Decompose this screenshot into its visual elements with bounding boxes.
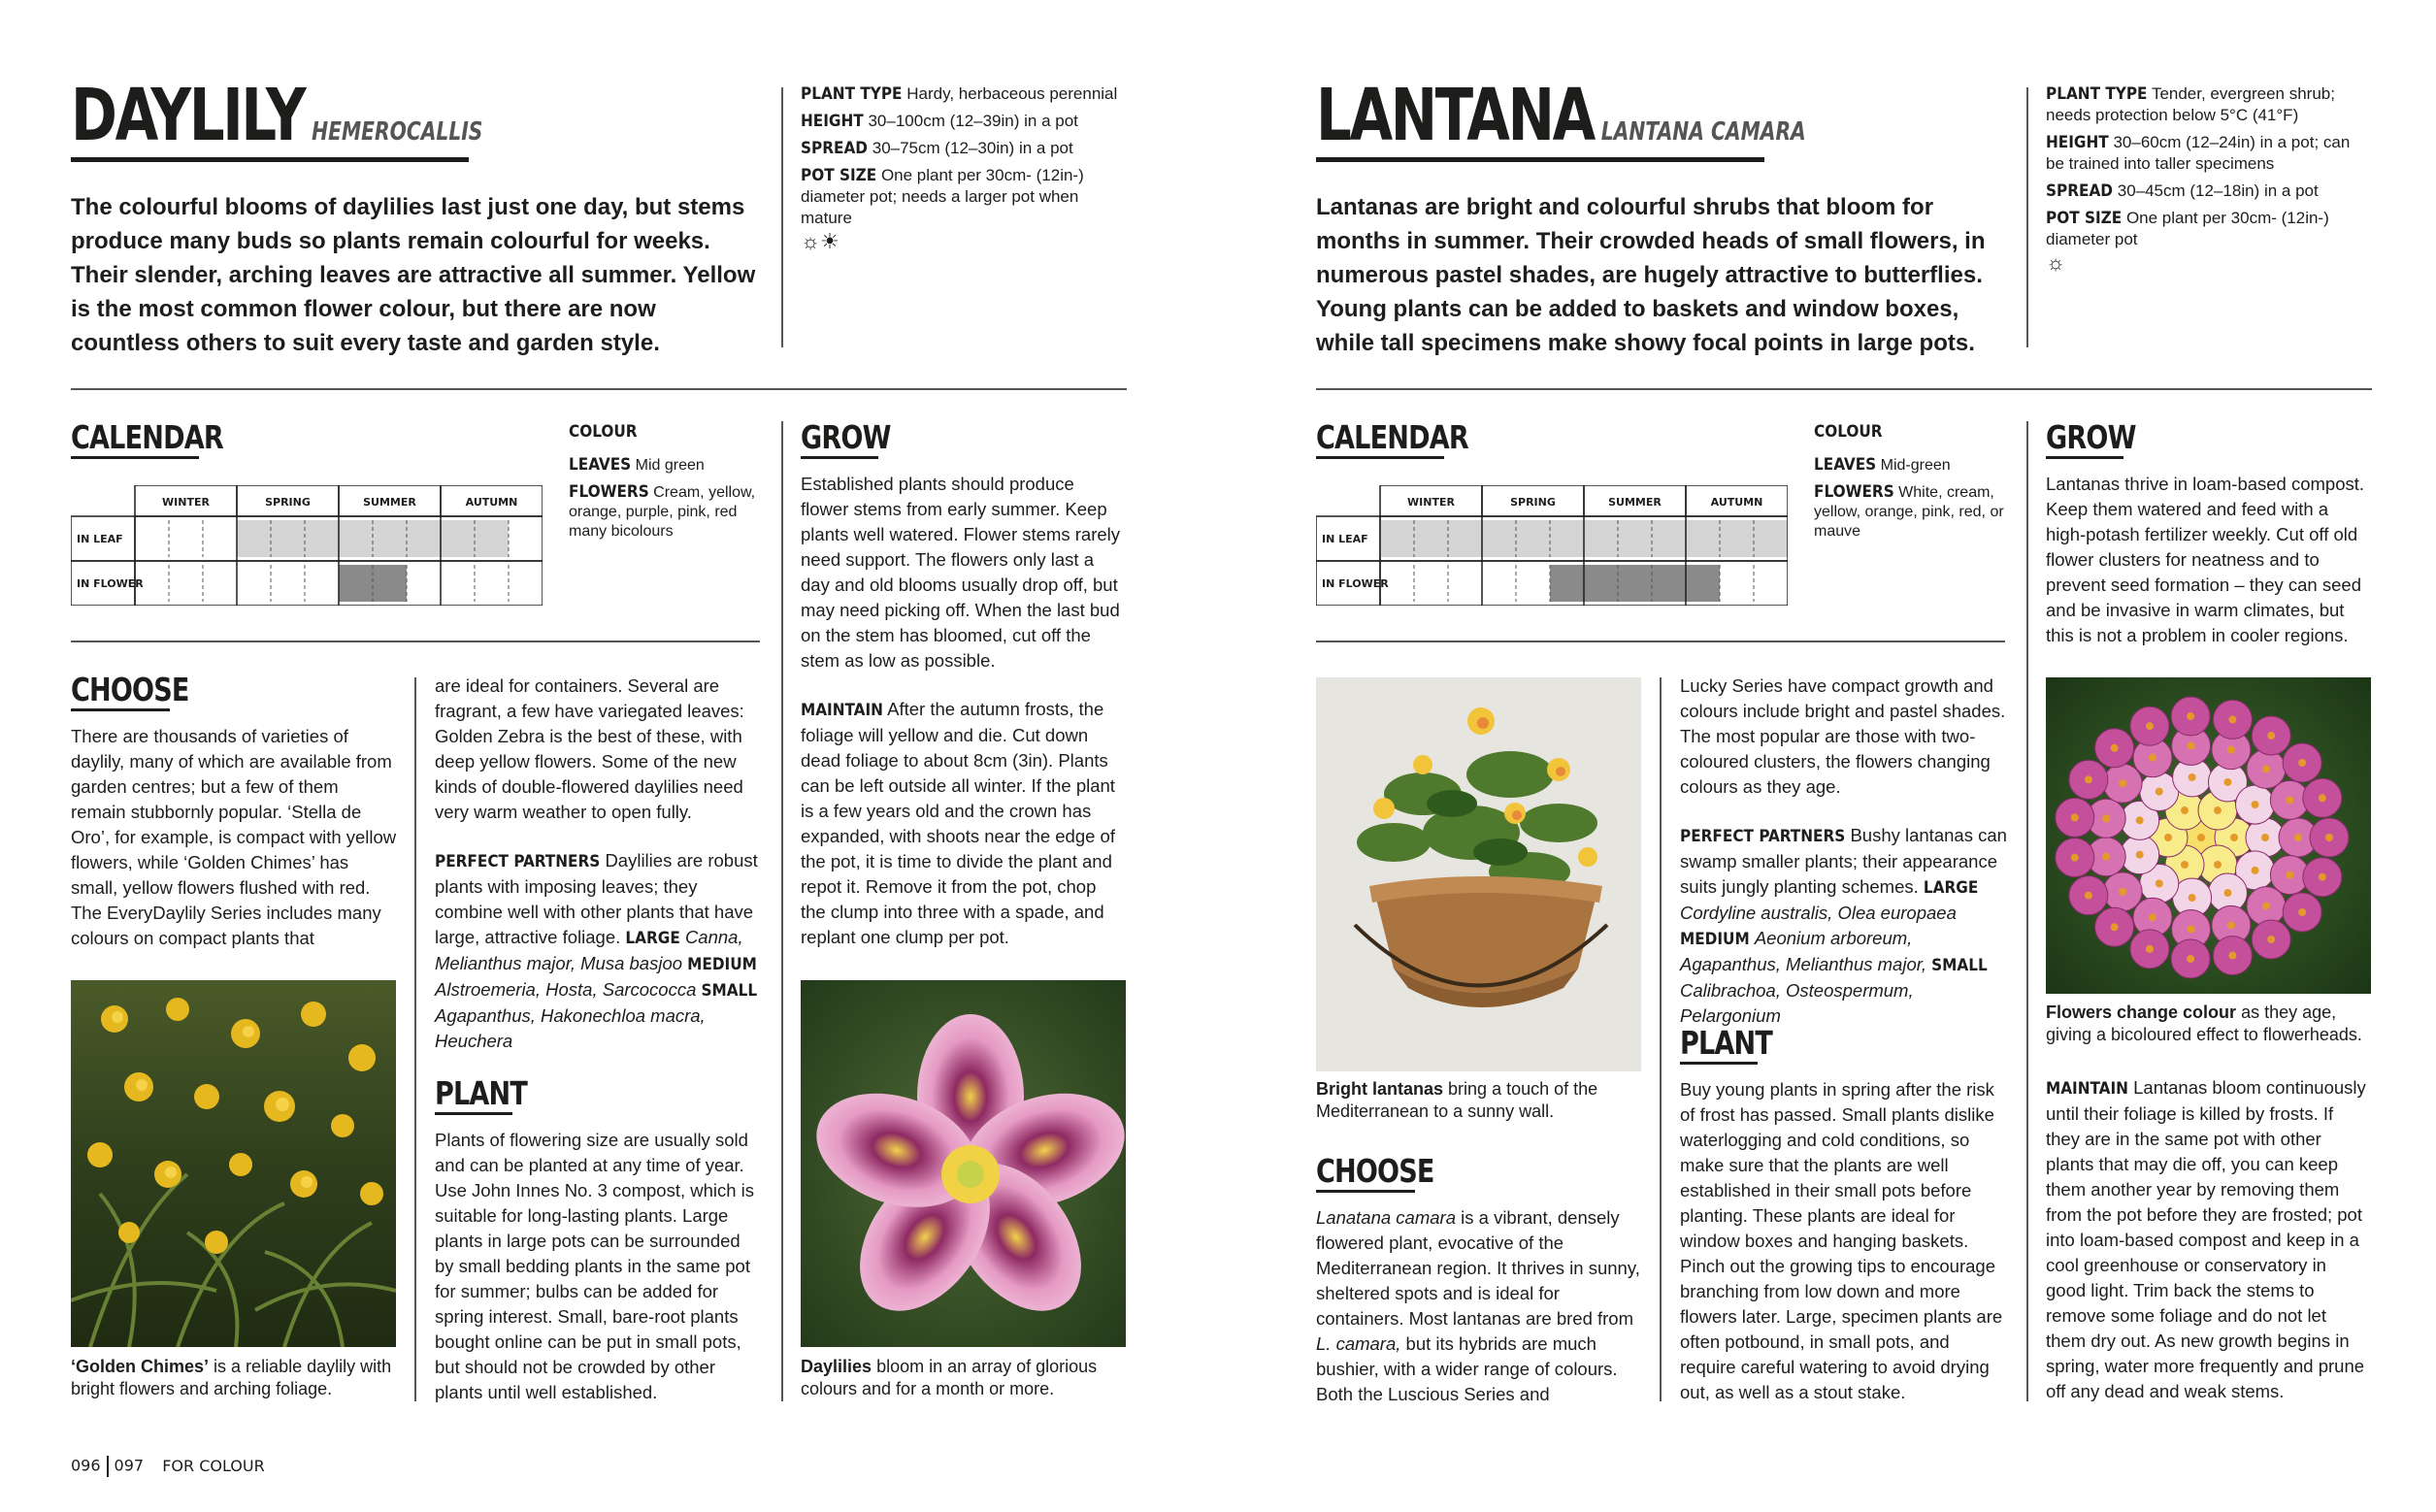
calendar-month-fill [1652, 520, 1686, 557]
daylily-choose-text: There are thousands of varieties of daylily, many of which are available from garden centres; but a few of them remain stubbornly popular. ‘Stella de Oro’, for example, is compact with yellow flowers, while ‘Golden Chimes’ has small, yellow flowers flushed with red. The EveryDaylily Series includes many colours on compact plants that [71, 726, 397, 948]
lantana-plant-underline [1680, 1062, 1758, 1065]
lantana-floret-eye [2252, 867, 2259, 874]
calendar-month-fill [339, 565, 373, 602]
calendar-row-label: IN LEAF [77, 533, 123, 545]
calendar-month-fill [237, 520, 271, 557]
lantana-facts-divider [2026, 87, 2028, 347]
calendar-month-fill [1652, 565, 1686, 602]
lantana-floret-eye [2102, 814, 2110, 822]
calendar-month-fill [475, 520, 509, 557]
lantana-floret-eye [2228, 952, 2236, 960]
lantana-grow-text: Lantanas thrive in loam-based compost. Keep them watered and feed with a high-potash fertilizer weekly. Cut off old flower clusters for neatness and to prevent seed formation – they can seed and be invasive in warm climates, but this is not a problem in cooler regions. [2046, 474, 2365, 645]
lantana-floret-eye [2214, 806, 2222, 814]
lantana-floret-eye [2223, 889, 2231, 897]
calendar-month-fill [1516, 520, 1550, 557]
lantana-floret-eye [2227, 746, 2235, 754]
calendar-month-fill [1618, 565, 1652, 602]
calendar-row-label: IN LEAF [1322, 533, 1368, 545]
calendar-season-label: SUMMER [363, 496, 416, 509]
daylily-flower-caption: Daylilies bloom in an array of glorious colours and for a month or more. [801, 1357, 1098, 1398]
calendar-month-fill [373, 565, 407, 602]
calendar-month-fill [1584, 565, 1618, 602]
lantana-facts: PLANT TYPE Tender, evergreen shrub; needs protection below 5°C (41°F) HEIGHT 30–60cm (12–24in) in a pot; can be trained into taller specimens SPREAD 30–45cm (12–18in) in a pot POT SIZE One plant per 30cm- (12in-) diameter pot ☼ [2046, 83, 2366, 274]
lantana-floret-eye [2156, 879, 2163, 887]
lantana-floret-eye [2111, 923, 2119, 931]
lantana-floret-eye [2286, 871, 2293, 879]
lantana-floret-eye [2230, 834, 2238, 841]
calendar-season-label: WINTER [1407, 496, 1455, 509]
daylily-grow-heading: GROW [801, 418, 891, 456]
daylily-choose-divider [414, 677, 416, 1401]
daylily-calendar-grid [71, 485, 543, 606]
daylily-choose-heading: CHOOSE [71, 671, 189, 708]
daylily-grow-text: Established plants should produce flower stems from early summer. Keep plants well watered. Flower stems rarely need support. The flowers only last a day and old blooms usually drop off, but may need picking off. When the last bud on the stem has bloomed, cut off the stem as low as possible. MAINTAIN After the autumn frosts, the foliage will yellow and die. Cut down dead foliage to about 8cm (3in). Plants can be left outside all winter. If the plant is a few years old and the crown has expanded, with shoots near the edge of the pot, it is time to divide the plant and repot it. Remove it from the pot, chop the clump into three with a spade, and replant one clump per pot. [801, 474, 1120, 947]
daylily-grow-divider [781, 421, 783, 1401]
calendar-svg [71, 485, 543, 606]
calendar-month-fill [1448, 520, 1482, 557]
lantana-floret-eye [2156, 788, 2163, 796]
lantana-floret-eye [2149, 913, 2156, 921]
lantana-floret-eye [2188, 742, 2195, 750]
lantana-floret-eye [2187, 955, 2194, 963]
lantana-colour: COLOUR LEAVES Mid-green FLOWERS White, cream, yellow, orange, pink, red, or mauve [1814, 422, 2004, 540]
lantana-choose-heading: CHOOSE [1316, 1152, 1434, 1190]
lantana-floret-eye [2294, 834, 2302, 841]
calendar-row-label: IN FLOWER [1322, 577, 1389, 590]
lantana-maintain-text: MAINTAIN Lantanas bloom continuously until their foliage is killed by frosts. If they are in the same pot with other plants that may die off, you can keep them another year by removing them from the pot before they are frosted; pot into loam-based compost and keep in a cool greenhouse or conservatory in good light. Trim back the stems to remove some foliage and do not let them dry out. As new growth begins in spring, water more frequently and prune off any dead and weak stems. [2046, 1077, 2366, 1401]
calendar-month-fill [1618, 520, 1652, 557]
calendar-month-fill [407, 520, 441, 557]
lantana-floret-eye [2136, 851, 2144, 859]
daylily-facts-divider [781, 87, 783, 347]
lantana-floret-eye [2071, 813, 2079, 821]
calendar-row-label: IN FLOWER [77, 577, 144, 590]
calendar-month-fill [1550, 565, 1584, 602]
calendar-month-fill [1584, 520, 1618, 557]
lantana-floret-eye [2286, 796, 2293, 804]
golden-chimes-photo [71, 980, 396, 1347]
daylily-calendar-underline [71, 456, 199, 459]
lantana-floret-eye [2188, 925, 2195, 933]
daylily-facts: PLANT TYPE Hardy, herbaceous perennial HEIGHT 30–100cm (12–39in) in a pot SPREAD 30–75cm (12–30in) in a pot POT SIZE One plant per 30cm- (12in-) diameter pot; needs a larger pot when mature ☼☀ [801, 83, 1131, 252]
lantana-floret-eye [2261, 834, 2269, 841]
lantana-calendar-heading: CALENDAR [1316, 418, 1468, 456]
lantana-floret-eye [2197, 834, 2205, 841]
calendar-month-fill [1754, 520, 1788, 557]
lantana-floret-eye [2119, 779, 2126, 787]
lantana-calendar-rule [1316, 641, 2005, 642]
lantana-flowerhead-photo [2046, 677, 2371, 994]
daylily-intro: The colourful blooms of daylilies last just one day, but stems produce many buds so plants remain colourful for weeks. Their slender, arching leaves are attractive all summer. Yellow is the most common flower colour, but there are now countless others to suit every taste and garden style. [71, 194, 756, 356]
calendar-month-fill [1720, 520, 1754, 557]
lantana-choose-underline [1316, 1190, 1415, 1193]
calendar-month-fill [1550, 520, 1584, 557]
daylily-choose-underline [71, 708, 170, 711]
lantana-calendar-grid [1316, 485, 1788, 606]
calendar-month-fill [1380, 520, 1414, 557]
lantana-floret-eye [2146, 722, 2154, 730]
lantana-floret-eye [2071, 854, 2079, 862]
daylily-calendar-heading: CALENDAR [71, 418, 223, 456]
lantana-floret-eye [2298, 908, 2306, 916]
lantana-grow-heading: GROW [2046, 418, 2136, 456]
daylily-title: DAYLILY HEMEROCALLIS [71, 74, 483, 157]
lantana-floret-eye [2325, 834, 2333, 841]
lantana-floret-eye [2228, 715, 2236, 723]
lantana-floret-eye [2111, 744, 2119, 752]
calendar-month-fill [1414, 520, 1448, 557]
lantana-latin-name: LANTANA CAMARA [1600, 117, 1806, 147]
calendar-month-fill [373, 520, 407, 557]
daylily-calendar-rule [71, 641, 760, 642]
lantana-choose-text: Lanatana camara is a vibrant, densely flowered plant, evocative of the Mediterranean region. It thrives in sunny, sheltered spots and is ideal for containers. Most lantanas are bred from L. camara, but its hybrids are much bushier, with a wider range of colours. Both the Luscious Series and [1316, 1207, 1640, 1404]
lantana-grow-divider [2026, 421, 2028, 1401]
calendar-month-fill [271, 520, 305, 557]
lantana-intro: Lantanas are bright and colourful shrubs that bloom for months in summer. Their crowded heads of small flowers, in numerous pastel shades, are hugely attractive to butterflies. Young plants can be added to baskets and window boxes, while tall specimens make showy focal points in large pots. [1316, 194, 1986, 356]
lantana-floret-eye [2252, 801, 2259, 808]
lantana-floret-eye [2214, 861, 2222, 869]
lantana-floret-eye [2136, 816, 2144, 824]
lantana-title-underline [1316, 157, 1764, 162]
calendar-season-label: AUTUMN [465, 496, 518, 509]
lantana-choose-text-cont: Lucky Series have compact growth and colours include bright and pastel shades. The most popular are those with two-coloured clusters, the flowers changing colours as they age. PERFECT PARTNERS Bushy lantanas can swamp smaller plants; their appearance suits jungly planting schemes. LARGE Cordyline australis, Olea europaea MEDIUM Aeonium arboreum, Agapanthus, Melianthus major, SMALL Calibrachoa, Osteospermum, Pelargonium [1680, 675, 2007, 1026]
lantana-floret-eye [2187, 712, 2194, 720]
calendar-month-fill [1482, 520, 1516, 557]
lantana-plant-text: Buy young plants in spring after the risk of frost has passed. Small plants dislike waterlogging and cold conditions, so make sure that the plants are well established in their small pots before planting. These plants are ideal for window boxes and hanging baskets. Pinch out the growing tips to encourage branching from low down and more flowers later. Large, specimen plants are often potbound, in small pots, and require careful watering to avoid drying out, as well as a stout stake. [1680, 1079, 2003, 1402]
lantana-floret-eye [2319, 794, 2326, 802]
lantana-title: LANTANA LANTANA CAMARA [1316, 74, 1806, 157]
calendar-season-label: AUTUMN [1710, 496, 1763, 509]
sun-icon: ☼☀ [801, 229, 839, 253]
calendar-svg [1316, 485, 1788, 606]
calendar-season-label: SPRING [1510, 496, 1556, 509]
calendar-season-label: WINTER [162, 496, 210, 509]
daylily-plant-heading: PLANT [435, 1074, 528, 1112]
daylily-plant-underline [435, 1112, 512, 1115]
page-footer: 096 097 FOR COLOUR [71, 1456, 265, 1477]
daylily-colour: COLOUR LEAVES Mid green FLOWERS Cream, yellow, orange, purple, pink, red many bicolours [569, 422, 756, 540]
daylily-flower-photo [801, 980, 1126, 1347]
lantana-floret-eye [2189, 773, 2196, 781]
lantana-floret-eye [2319, 873, 2326, 881]
lantana-choose-divider [1660, 677, 1662, 1401]
lantana-floret-eye [2102, 853, 2110, 861]
bright-lantanas-photo [1316, 677, 1641, 1071]
lantana-floret-eye [2223, 778, 2231, 786]
lantana-floret-eye [2149, 754, 2156, 762]
lantana-floret-eye [2085, 892, 2092, 900]
lantana-plant-heading: PLANT [1680, 1024, 1773, 1062]
lantana-floret-eye [2262, 765, 2270, 772]
lantana-floret-eye [2119, 888, 2126, 896]
lantana-floret-eye [2227, 921, 2235, 929]
daylily-grow-underline [801, 456, 878, 459]
lantana-floret-eye [2267, 732, 2275, 740]
lantana-floret-eye [2298, 759, 2306, 767]
lantana-floret-eye [2181, 861, 2189, 869]
lantana-floret-eye [2146, 945, 2154, 953]
lantana-floret-eye [2181, 806, 2189, 814]
sun-icon: ☼ [2046, 250, 2066, 275]
lantana-floret-eye [2164, 834, 2172, 841]
calendar-month-fill [339, 520, 373, 557]
lantana-grow-underline [2046, 456, 2123, 459]
daylily-plant-text: Plants of flowering size are usually sold and can be planted at any time of year. Use John Innes No. 3 compost, which is suitable for long-lasting plants. Large plants in large pots can be surrounded by small bedding plants in the same pot for summer; bulbs can be added for spring interest. Small, bare-root plants bought online can be put in small pots, but should not be crowded by other plants until well established. [435, 1130, 755, 1402]
calendar-season-label: SUMMER [1608, 496, 1662, 509]
lantana-floret-eye [2189, 894, 2196, 902]
lantana-floret-eye [2262, 903, 2270, 910]
daylily-choose-text-cont: are ideal for containers. Several are fragrant, a few have variegated leaves: Golden Zebra is the best of these, with deep yellow flowers. Some of the new kinds of double-flowered daylilies need very warm weather to open fully. PERFECT PARTNERS Daylilies are robust plants with imposing leaves; they combine well with other plants that have large, attractive foliage. LARGE Canna, Melianthus major, Musa basjoo MEDIUM Alstroemeria, Hosta, Sarcococca SMALL Agapanthus, Hakonechloa macra, Heuchera [435, 675, 758, 1051]
lantana-floret-eye [2085, 775, 2092, 783]
lantana-floret-eye [2267, 936, 2275, 943]
bright-lantanas-caption: Bright lantanas bring a touch of the Mediterranean to a sunny wall. [1316, 1079, 1598, 1121]
lantana-flowerhead-caption: Flowers change colour as they age, giving a bicoloured effect to flowerheads. [2046, 1003, 2362, 1044]
daylily-section-rule [71, 388, 1127, 390]
lantana-section-rule [1316, 388, 2372, 390]
daylily-title-underline [71, 157, 469, 162]
calendar-month-fill [1686, 565, 1720, 602]
lantana-calendar-underline [1316, 456, 1444, 459]
calendar-month-fill [441, 520, 475, 557]
calendar-season-label: SPRING [265, 496, 311, 509]
golden-chimes-caption: ‘Golden Chimes’ is a reliable daylily with bright flowers and arching foliage. [71, 1357, 392, 1398]
daylily-latin-name: HEMEROCALLIS [312, 117, 483, 147]
calendar-month-fill [305, 520, 339, 557]
calendar-month-fill [1686, 520, 1720, 557]
